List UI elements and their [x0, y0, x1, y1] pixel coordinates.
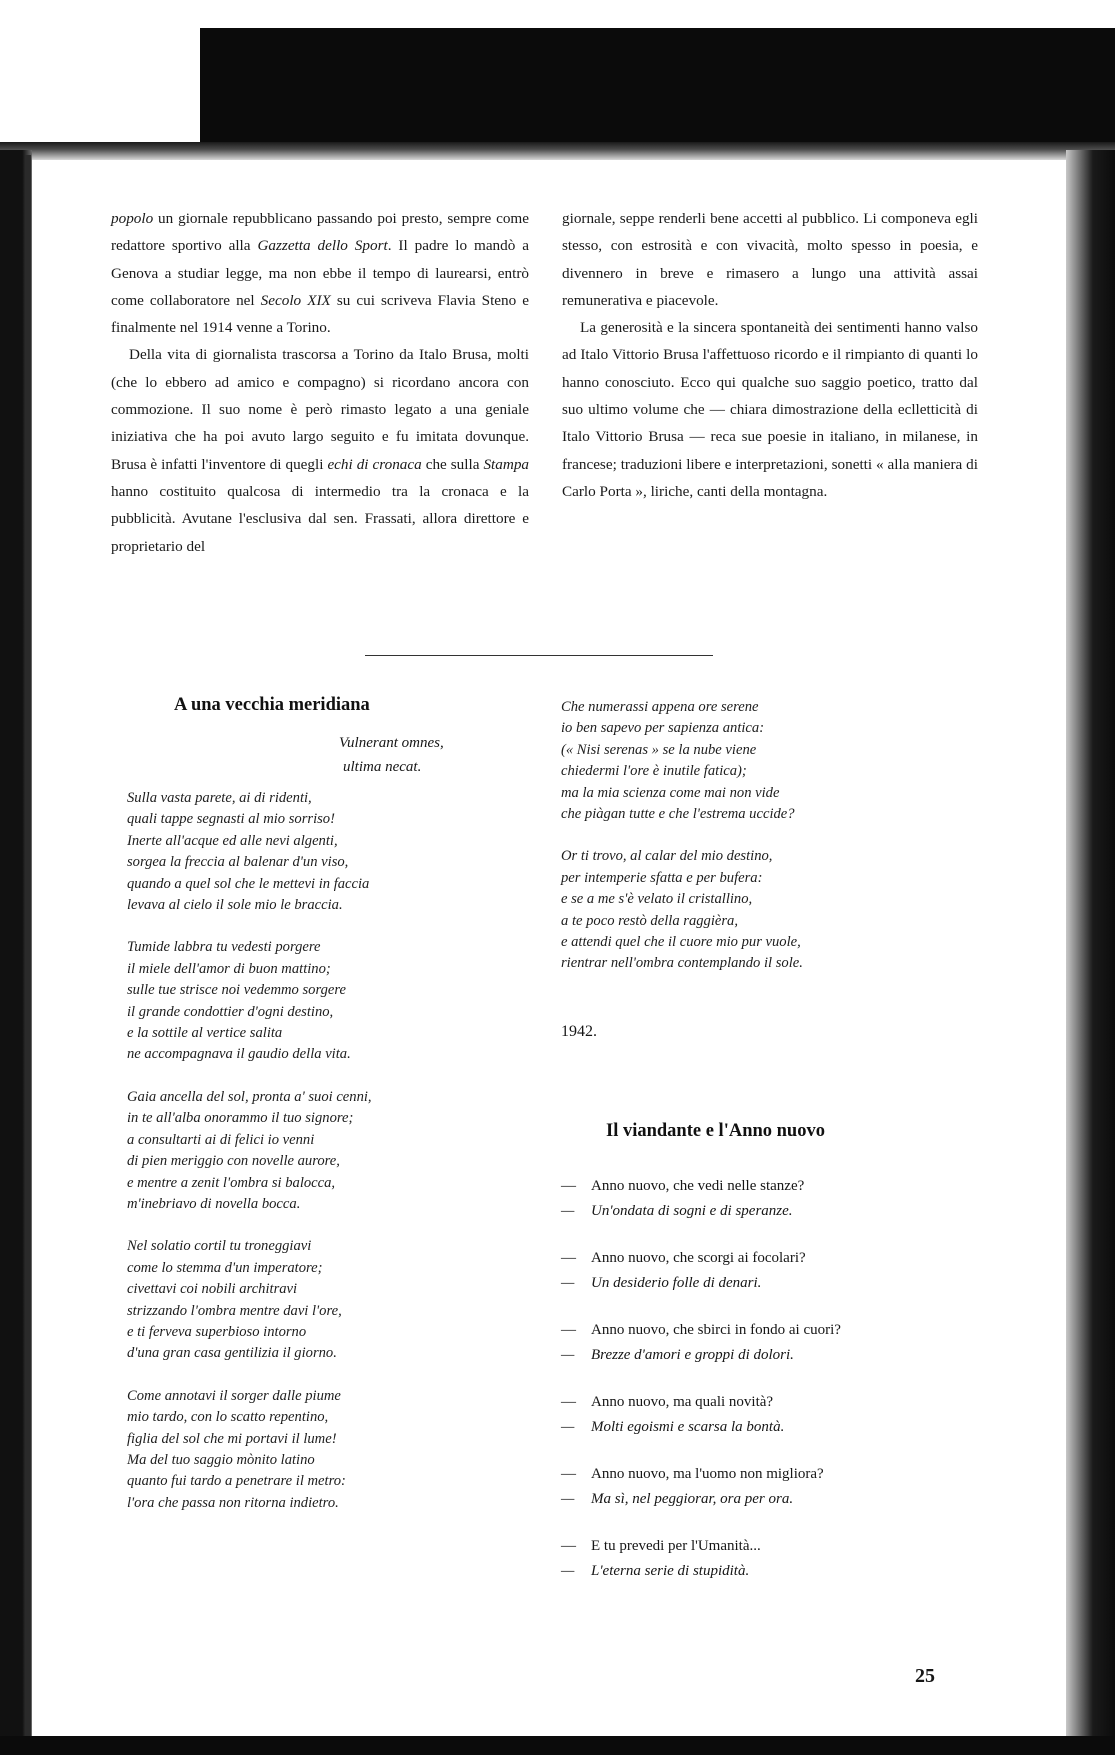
- paragraph: giornale, seppe renderli bene accetti al pubblico. Li componeva egli stesso, con estrosità e con vivacità, molto spesso in poesia, e divennero in breve e rimasero a lungo una attività assai remunerativa e piacevole.: [562, 210, 978, 309]
- dialogue-text: Un desiderio folle di denari.: [591, 1275, 762, 1291]
- poem-stanza: [127, 1386, 372, 1514]
- epigraph-line: ultima necat.: [343, 759, 422, 775]
- dialogue-dash: —: [561, 1419, 575, 1435]
- scan-left-line: [25, 155, 31, 1755]
- poem-stanza: [561, 697, 803, 825]
- dialogue-dash: —: [561, 1563, 575, 1579]
- dialogue-answer: [561, 1415, 841, 1440]
- dialogue-text: Anno nuovo, ma quali novità?: [591, 1394, 774, 1410]
- dialogue-pair: [561, 1390, 841, 1440]
- poem-line: quanto fui tardo a penetrare il metro:: [127, 1473, 346, 1490]
- poem-viandante-dialogue: [561, 1174, 841, 1606]
- dialogue-text: Brezze d'amori e groppi di dolori.: [591, 1347, 794, 1363]
- poem-line: sulle tue strisce noi vedemmo sorgere: [127, 982, 346, 999]
- dialogue-question: [561, 1318, 841, 1343]
- dialogue-question: [561, 1390, 841, 1415]
- poem-line: in te all'alba onorammo il tuo signore;: [127, 1110, 354, 1127]
- poem-line: come lo stemma d'un imperatore;: [127, 1259, 323, 1276]
- poem-line: e attendi quel che il cuore mio pur vuole,: [561, 934, 801, 951]
- scan-edge-shadow: [0, 142, 1115, 160]
- poem-line: Sulla vasta parete, ai di ridenti,: [127, 790, 312, 806]
- paragraph: popolo un giornale repubblicano passando poi presto, sempre come redattore sportivo alla Gazzetta dello Sport. Il padre lo mandò a Genova a studiar legge, ma non ebbe il tempo di laurearsi, entrò come collaboratore nel Secolo XIX su cui scriveva Flavia Steno e finalmente nel 1914 venne a Torino.: [111, 210, 530, 337]
- dialogue-dash: —: [561, 1322, 576, 1338]
- poem-line: (« Nisi serenas » se la nube viene: [561, 741, 757, 758]
- dialogue-question: [561, 1174, 841, 1199]
- dialogue-text: Anno nuovo, che vedi nelle stanze?: [591, 1178, 805, 1194]
- poem-line: di pien meriggio con novelle aurore,: [127, 1153, 340, 1170]
- poem-line: a consultarti ai di felici io venni: [127, 1131, 315, 1148]
- dialogue-answer: [561, 1559, 841, 1584]
- dialogue-text: Molti egoismi e scarsa la bontà.: [591, 1419, 785, 1435]
- dialogue-question: [561, 1462, 841, 1487]
- poem-epigraph: [325, 731, 444, 779]
- page-number: 25: [915, 1665, 935, 1687]
- prose-column-right: [562, 205, 978, 505]
- poem-line: che piàgan tutte e che l'estrema uccide?: [561, 806, 795, 823]
- paragraph: La generosità e la sincera spontaneità dei sentimenti hanno valso ad Italo Vittorio Brusa l'affettuoso ricordo e il rimpianto di quanti lo hanno conosciuto. Ecco qui qualche suo saggio poetico, tratto dal suo ultimo volume che — chiara dimostrazione della eclletticità di Italo Vittorio Brusa — reca sue poesie in italiano, in milanese, in francese; traduzioni libere e interpretazioni, sonetti « alla maniera di Carlo Porta », liriche, canti della montagna.: [562, 319, 978, 500]
- prose-column-left: [111, 205, 529, 560]
- dialogue-dash: —: [561, 1491, 575, 1507]
- poem-line: strizzando l'ombra mentre davi l'ore,: [127, 1302, 342, 1319]
- poem-line: rientrar nell'ombra contemplando il sole.: [561, 955, 803, 972]
- poem-stanza: [561, 846, 803, 974]
- dialogue-dash: —: [561, 1347, 575, 1363]
- dialogue-pair: [561, 1174, 841, 1224]
- poem-line: quali tappe segnasti al mio sorriso!: [127, 811, 335, 828]
- dialogue-text: Anno nuovo, che sbirci in fondo ai cuori?: [591, 1322, 841, 1338]
- dialogue-text: Un'ondata di sogni e di speranze.: [591, 1203, 793, 1219]
- dialogue-question: [561, 1246, 841, 1271]
- dialogue-answer: [561, 1271, 841, 1296]
- dialogue-pair: [561, 1246, 841, 1296]
- dialogue-text: L'eterna serie di stupidità.: [591, 1563, 750, 1579]
- dialogue-dash: —: [561, 1275, 575, 1291]
- poem-line: io ben sapevo per sapienza antica:: [561, 720, 765, 737]
- poem-stanza: [127, 937, 372, 1065]
- dialogue-dash: —: [561, 1538, 576, 1554]
- dialogue-dash: —: [561, 1466, 576, 1482]
- poem-stanza: [127, 1236, 372, 1364]
- poem-line: l'ora che passa non ritorna indietro.: [127, 1494, 339, 1511]
- poem-line: d'una gran casa gentilizia il giorno.: [127, 1345, 337, 1362]
- poem-line: chiedermi l'ore è inutile fatica);: [561, 763, 747, 780]
- poem-meridiana-right: [561, 697, 803, 996]
- poem-line: ma la mia scienza come mai non vide: [561, 784, 780, 801]
- poem-line: ne accompagnava il gaudio della vita.: [127, 1046, 351, 1063]
- poem-line: e se a me s'è velato il cristallino,: [561, 891, 753, 908]
- poem-line: mio tardo, con lo scatto repentino,: [127, 1409, 329, 1426]
- dialogue-answer: [561, 1487, 841, 1512]
- section-divider: [365, 655, 713, 656]
- poem-line: il miele dell'amor di buon mattino;: [127, 960, 331, 977]
- poem-line: e mentre a zenit l'ombra si balocca,: [127, 1174, 336, 1191]
- poem-line: Gaia ancella del sol, pronta a' suoi cenni,: [127, 1088, 372, 1105]
- poem-line: e la sottile al vertice salita: [127, 1025, 283, 1042]
- poem-line: Nel solatio cortil tu troneggiavi: [127, 1238, 312, 1255]
- poem-line: a te poco restò della raggièra,: [561, 912, 738, 929]
- dialogue-text: Anno nuovo, che scorgi ai focolari?: [591, 1250, 806, 1266]
- poem-stanza: [127, 788, 372, 916]
- poem-title-viandante: Il viandante e l'Anno nuovo: [606, 1121, 825, 1141]
- scan-dark-band: [200, 28, 1115, 160]
- epigraph-line: Vulnerant omnes,: [339, 735, 444, 751]
- dialogue-pair: [561, 1318, 841, 1368]
- dialogue-answer: [561, 1199, 841, 1224]
- paragraph: Della vita di giornalista trascorsa a Torino da Italo Brusa, molti (che lo ebbero ad amico e compagno) si ricordano ancora con commozione. Il suo nome è però rimasto legato a una geniale iniziativa che ha poi avuto largo seguito e fu imitata dovunque. Brusa è infatti l'inventore di quegli echi di cronaca che sulla Stampa hanno costituito qualcosa di intermedio tra la cronaca e la pubblicità. Avutane l'esclusiva dal sen. Frassati, allora direttore e proprietario del: [111, 346, 529, 555]
- poem-line: Inerte all'acque ed alle nevi algenti,: [127, 832, 338, 849]
- poem-line: per intemperie sfatta e per bufera:: [561, 869, 763, 886]
- dialogue-text: Anno nuovo, ma l'uomo non migliora?: [591, 1466, 824, 1482]
- poem-line: Ma del tuo saggio mònito latino: [127, 1451, 315, 1468]
- dialogue-question: [561, 1534, 841, 1559]
- poem-line: Che numerassi appena ore serene: [561, 699, 759, 715]
- poem-line: Come annotavi il sorger dalle piume: [127, 1387, 341, 1404]
- dialogue-pair: [561, 1534, 841, 1584]
- dialogue-text: Ma sì, nel peggiorar, ora per ora.: [591, 1491, 794, 1507]
- poem-line: Or ti trovo, al calar del mio destino,: [561, 848, 773, 865]
- dialogue-dash: —: [561, 1394, 576, 1410]
- dialogue-dash: —: [561, 1250, 576, 1266]
- dialogue-text: E tu prevedi per l'Umanità...: [591, 1538, 761, 1554]
- poem-line: m'inebriavo di novella bocca.: [127, 1195, 301, 1212]
- poem-title-meridiana: A una vecchia meridiana: [174, 695, 370, 715]
- poem-line: il grande condottier d'ogni destino,: [127, 1003, 334, 1020]
- poem-line: quando a quel sol che le mettevi in faccia: [127, 875, 370, 892]
- poem-year: 1942.: [561, 1023, 597, 1040]
- poem-line: e ti fervevа superbioso intorno: [127, 1323, 307, 1340]
- poem-stanza: [127, 1087, 372, 1215]
- poem-meridiana-left: [127, 788, 372, 1535]
- poem-line: levava al cielo il sole mio le braccia.: [127, 897, 343, 914]
- dialogue-pair: [561, 1462, 841, 1512]
- scan-bottom-border: [0, 1736, 1115, 1755]
- dialogue-answer: [561, 1343, 841, 1368]
- dialogue-dash: —: [561, 1178, 576, 1194]
- poem-line: civettavi coi nobili architravi: [127, 1281, 298, 1298]
- scan-right-border: [1066, 150, 1115, 1755]
- dialogue-dash: —: [561, 1203, 575, 1219]
- poem-line: Tumide labbra tu vedesti porgere: [127, 939, 321, 956]
- poem-line: sorgea la freccia al balenar d'un viso,: [127, 854, 349, 871]
- poem-line: figlia del sol che mi portavi il lume!: [127, 1430, 337, 1447]
